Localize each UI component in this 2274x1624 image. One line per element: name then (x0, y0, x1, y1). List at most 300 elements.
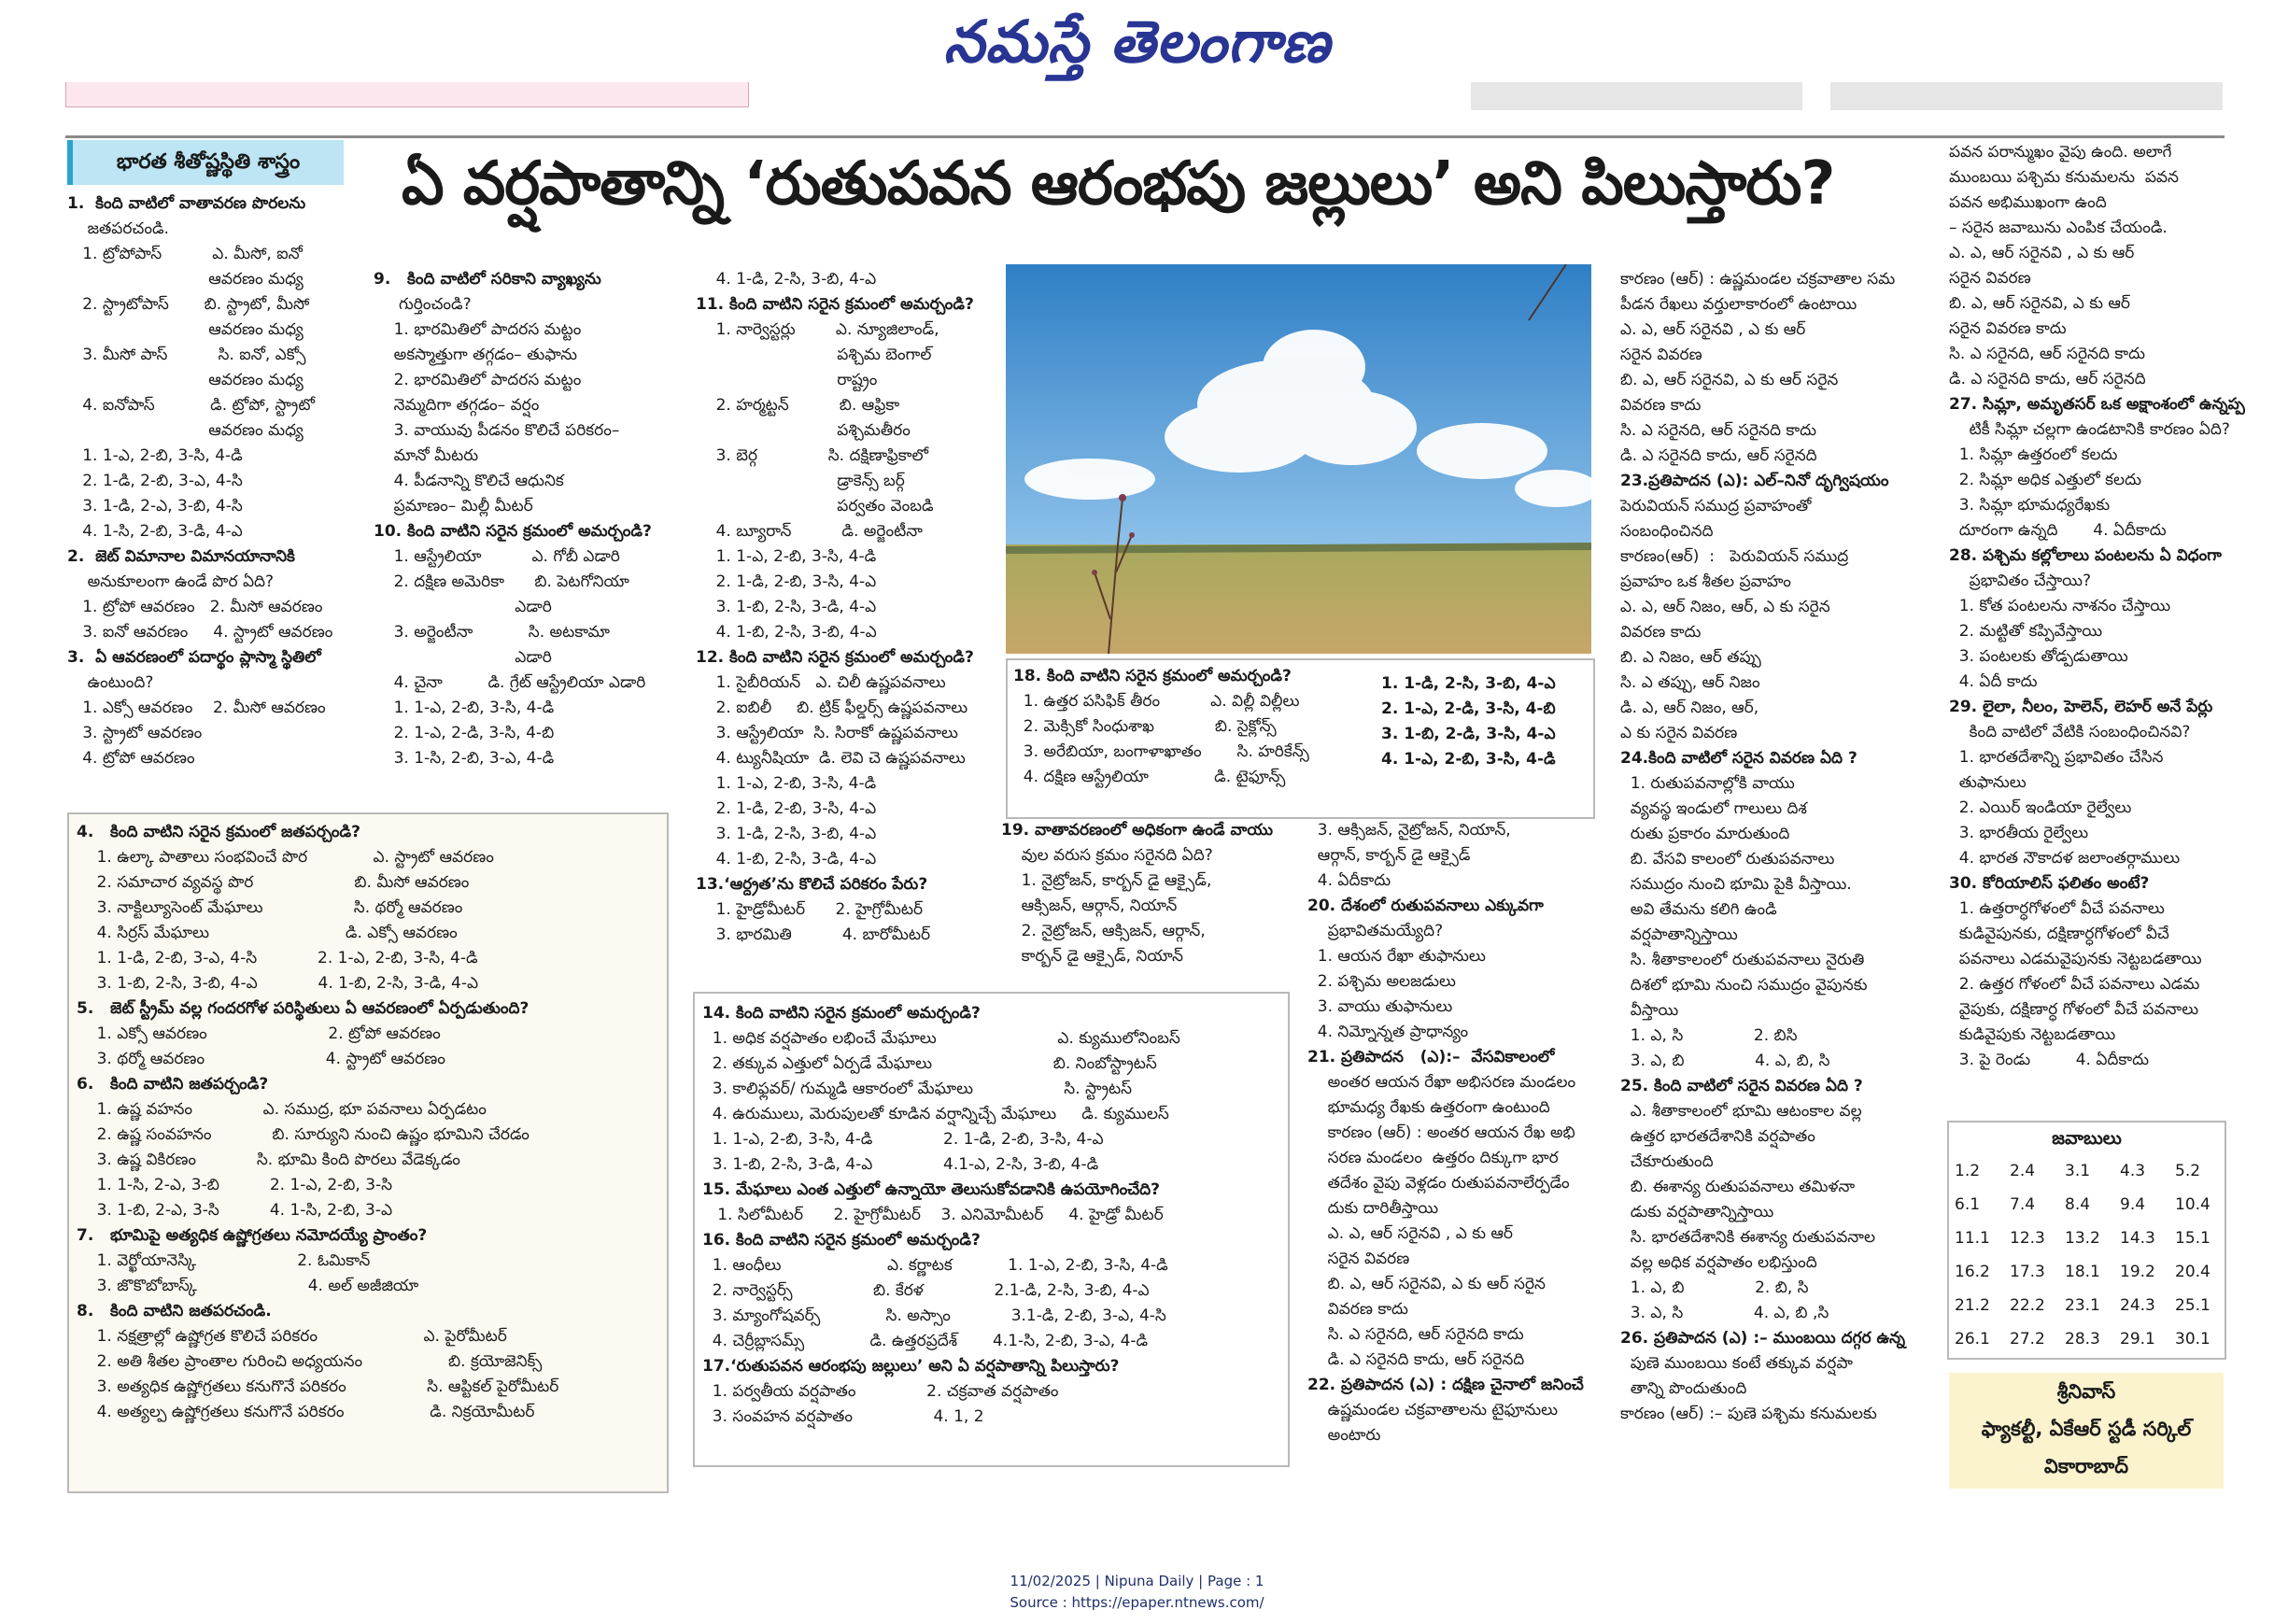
text-line: పశ్చిమ బెంగాల్ (696, 346, 932, 364)
text-line: అంతర ఆయన రేఖా అభిసరణ మండలం (1307, 1073, 1576, 1092)
answer-cell: 21.2 (1955, 1296, 1990, 1315)
text-line: 28. పశ్చిమ కల్లోలాలు పంటలను ఏ విధంగా (1949, 546, 2222, 565)
answer-cell: 7.4 (2010, 1195, 2036, 1214)
text-line: 1. కింది వాటిలో వాతావరణ పొరలను (67, 194, 306, 213)
text-line: 4. బ్యూరాన్ డి. అర్జెంటీనా (696, 522, 923, 541)
text-line: ప్రభావితమయ్యేది? (1307, 922, 1444, 940)
text-line: కుడివైపునకు, దక్షిణార్ధగోళంలో వీచే (1949, 925, 2169, 943)
quiz-box-c-text (1013, 664, 1309, 790)
text-line: 1. రుతుపవనాల్లోకి వాయు (1620, 774, 1795, 793)
text-line: 1. సైబీరియన్ ఎ. చిలీ ఉష్ణపవనాలు (696, 673, 946, 692)
text-line: 7. భూమిపై అత్యధిక ఉష్ణోగ్రతలు నమోదయ్యే ప్రాంతం? (77, 1226, 428, 1245)
text-line: కింది వాటిలో వేటికి సంబంధించినవి? (1949, 723, 2191, 741)
landscape-photo-image (1006, 264, 1591, 654)
text-line: 1. పర్వతీయ వర్షపాతం 2. చక్రవాత వర్షపాతం (702, 1382, 1059, 1401)
text-line: అంటారు (1307, 1426, 1381, 1445)
column-4a (1001, 818, 1291, 969)
text-line: 3. కాలిఫ్లవర్/ గుమ్మడి ఆకారంలో మేఘాలు సి. స్ట్రాటస్ (702, 1080, 1133, 1098)
text-line: 4. 1-ఎ, 2-బి, 3-సి, 4-డి (1381, 750, 1556, 769)
text-line: 3. అత్యధిక ఉష్ణోగ్రతలు కనుగొనే పరికరం సి. ఆప్టికల్ పైరోమీటర్ (77, 1377, 559, 1396)
text-line: నెమ్మదిగా తగ్గడం– వర్షం (374, 396, 540, 415)
text-line: 19. వాతావరణంలో అధికంగా ఉండే వాయు (1001, 821, 1274, 840)
text-line: 2. అతి శీతల ప్రాంతాల గురించి అధ్యయనం బి. క్రయోజెనిక్స్ (77, 1352, 543, 1371)
author-location: వికారాబాద్ (2043, 1455, 2129, 1477)
text-line: కారణం (ఆర్) :– పుణె పశ్చిమ కనుమలకు (1620, 1405, 1877, 1423)
text-line: టికీ సిమ్లా చల్లగా ఉండటానికి కారణం ఏది? (1949, 420, 2230, 439)
text-line: వ్యవస్థ ఇండులో గాలులు దిశ (1620, 799, 1807, 818)
text-line: 1. ఎ, బి 2. బి, సి (1620, 1278, 1809, 1297)
text-line: 3. స్ట్రాటో ఆవరణం (67, 724, 203, 742)
answer-row (1949, 1289, 2225, 1322)
text-line: 4. అత్యల్ప ఉష్ణోగ్రతలు కనుగొనే పరికరం డి. నిక్రయోమీటర్ (77, 1403, 535, 1421)
answer-cell: 29.1 (2120, 1330, 2155, 1349)
text-line: 26. ప్రతిపాదన (ఎ) :– ముంబయి దగ్గర ఉన్న (1620, 1329, 1906, 1348)
text-line: 3. 1-బి, 2-సి, 3-డి, 4-ఎ 4.1-ఎ, 2-సి, 3-బి, 4-డి (702, 1155, 1099, 1174)
text-line: వివరణ కాదు (1307, 1300, 1408, 1319)
text-line: 23.ప్రతిపాదన (ఎ): ఎల్–నినో దృగ్విషయం (1620, 472, 1889, 490)
text-line: 1. భారమితిలో పాదరస మట్టం (374, 320, 582, 339)
text-line: ఉత్తర భారతదేశానికి వర్షపాతం (1620, 1127, 1815, 1146)
text-line: 1. ట్రోపోపాస్ ఎ. మీసో, ఐనో (67, 245, 303, 263)
text-line: 3. భారతీయ రైల్వేలు (1949, 824, 2089, 842)
text-line: 1. ఉష్ణ వహనం ఎ. సముద్ర, భూ పవనాలు ఏర్పడటం (77, 1100, 487, 1119)
text-line: 3. అర్జెంటీనా సి. అటకామా (374, 623, 610, 642)
text-line: చేకూరుతుంది (1620, 1152, 1714, 1171)
answer-cell: 4.3 (2120, 1162, 2146, 1180)
text-line: 3. 1-డి, 2-ఎ, 3-బి, 4-సి (67, 497, 243, 515)
answer-cell: 16.2 (1955, 1263, 1990, 1281)
text-line: 3. 1-సి, 2-బి, 3-ఎ, 4-డి (374, 749, 555, 768)
text-line: 4. ట్యునీషియా డి. లెవి చె ఉష్ణపవనాలు (696, 749, 966, 768)
text-line: బి. వేసవి కాలంలో రుతుపవనాలు (1620, 850, 1835, 868)
text-line: ఆవరణం మధ్య (67, 320, 304, 339)
text-line: డ్రాకెన్స్ బర్గ్ (696, 472, 905, 490)
text-line: 1. అధిక వర్షపాతం లభించే మేఘాలు ఎ. క్యుములోనింబస్ (702, 1029, 1180, 1048)
column-4b (1307, 818, 1606, 1448)
text-line: సి. ఎ సరైనది, ఆర్ సరైనది కాదు (1949, 345, 2146, 363)
text-line: 1. హైడ్రోమీటర్ 2. హైగ్రోమీటర్ (696, 900, 924, 919)
answer-cell: 22.2 (2010, 1296, 2045, 1315)
text-line: 1. ఎ, సి 2. బిసి (1620, 1026, 1798, 1045)
page-footer (0, 1571, 2274, 1614)
column-5 (1620, 267, 1919, 1427)
text-line: వల్ల అధిక వర్షపాతం లభిస్తుంది (1620, 1253, 1817, 1272)
text-line: 16. కింది వాటిని సరైన క్రమంలో అమర్చండి? (702, 1231, 981, 1250)
text-line: సి. ఎ సరైనది, ఆర్ సరైనది కాదు (1620, 421, 1817, 440)
text-line: 4. పీడనాన్ని కొలిచే ఆధునిక (374, 472, 564, 490)
text-line: 27. సిమ్లా, అమృతసర్ ఒక అక్షాంశంలో ఉన్నప్ప (1949, 395, 2245, 414)
text-line: 3. ఆక్సిజన్, నైట్రోజన్, నియాన్, (1307, 821, 1511, 840)
text-line: ఎడారి (374, 598, 552, 616)
text-line: పుణె ముంబయి కంటే తక్కువ వర్షపా (1620, 1354, 1853, 1373)
text-line: 2. దక్షిణ అమెరికా బి. పెటగోనియా (374, 572, 629, 591)
text-line: దూరంగా ఉన్నది 4. ఏదీకాదు (1949, 521, 2167, 540)
author-affiliation: ఫ్యాకల్టీ, ఏకేఆర్ స్టడీ సర్కిల్ (1981, 1418, 2192, 1440)
text-line: 2. నార్వెస్టర్స్ బి. కేరళ 2.1-డి, 2-సి, 3-బి, 4-ఎ (702, 1281, 1150, 1300)
text-line: 1. నైట్రోజన్, కార్బన్ డై ఆక్సైడ్, (1001, 871, 1212, 890)
text-line: 3. 1-బి, 2-డి, 3-సి, 4-ఎ (1381, 725, 1556, 743)
text-line: 3. 1-డి, 2-సి, 3-బి, 4-ఎ (696, 825, 877, 843)
text-line: 3. వాయువు పీడనం కొలిచే పరికరం– (374, 421, 620, 440)
text-line: ఉంటుంది? (67, 673, 154, 692)
text-line: 2. నైట్రోజన్, ఆక్సిజన్, ఆర్గాన్, (1001, 922, 1206, 940)
text-line: 4. 1-బి, 2-సి, 3-డి, 4-ఎ (696, 850, 877, 868)
text-line: 1. ఉల్కా పాతాలు సంభవించే పొర ఎ. స్ట్రాటో ఆవరణం (77, 848, 494, 867)
text-line: సరైన వివరణ (1307, 1250, 1410, 1268)
text-line: 11. కింది వాటిని సరైన క్రమంలో అమర్చండి? (696, 295, 974, 314)
text-line: 13.‘ఆర్ద్రత’ను కొలిచే పరికరం పేరు? (696, 875, 928, 894)
text-line: 3. థర్మో ఆవరణం 4. స్ట్రాటో ఆవరణం (77, 1050, 445, 1068)
text-line: ఎ. ఎ, ఆర్ నిజం, ఆర్, ఎ కు సరైన (1620, 598, 1830, 616)
text-line: 1. ట్రోపో ఆవరణం 2. మీసో ఆవరణం (67, 598, 323, 616)
answer-cell: 13.2 (2065, 1229, 2100, 1248)
text-line: అకస్మాత్తుగా తగ్గడం– తుఫాను (374, 346, 578, 364)
text-line: అవి తేమను కలిగి ఉండి (1620, 900, 1777, 919)
text-line: డి. ఎ సరైనది కాదు, ఆర్ సరైనది (1620, 446, 1817, 465)
text-line: 8. కింది వాటిని జతపరచండి. (77, 1302, 272, 1320)
text-line: సి. ఎ తప్పు, ఆర్ నిజం (1620, 673, 1760, 692)
text-line: పవన అభిముఖంగా ఉంది (1949, 193, 2107, 212)
text-line: 12. కింది వాటిని సరైన క్రమంలో అమర్చండి? (696, 648, 974, 667)
text-line: 3. ఆస్ట్రేలియా సి. సిరాకో ఉష్ణపవనాలు (696, 724, 958, 742)
text-line: 20. దేశంలో రుతుపవనాలు ఎక్కువగా (1307, 897, 1544, 915)
answer-cell: 17.3 (2010, 1263, 2045, 1281)
text-line: 4. ఉరుములు, మెరుపులతో కూడిన వర్షాన్నిచ్చే మేఘాలు డి. క్యుములస్ (702, 1105, 1169, 1123)
text-line: 4. ఐనోపాస్ డి. ట్రోపో, స్ట్రాటో (67, 396, 315, 415)
text-line: రాష్ట్రం (696, 371, 878, 389)
answer-cell: 15.1 (2175, 1229, 2210, 1248)
text-line: ప్రమాణం– మిల్లీ మీటర్ (374, 497, 533, 515)
quiz-box-b-text (702, 1001, 1180, 1430)
text-line: 4. చెర్రీబ్లాసమ్స్ డి. ఉత్తరప్రదేశ్ 4.1-సి, 2-బి, 3-ఎ, 4-డి (702, 1332, 1149, 1350)
text-line: వర్షపాతాన్నిస్తాయి (1620, 925, 1738, 944)
text-line: 29. లైలా, నీలం, హెలెన్, లెహర్ అనే పేర్లు (1949, 698, 2213, 716)
text-line: 9. కింది వాటిలో సరికాని వ్యాఖ్యను (374, 270, 601, 289)
column-3 (696, 267, 995, 948)
quiz-box-b (693, 992, 1290, 1467)
text-line: కుడివైపుకు నెట్టబడతాయి (1949, 1025, 2116, 1044)
text-line: దిశలో భూమి నుంచి సముద్రం వైపునకు (1620, 976, 1868, 995)
text-line: 2. స్ట్రాటోపాస్ బి. స్ట్రాటో, మీసో (67, 295, 310, 314)
text-line: 4. 1-డి, 2-సి, 3-బి, 4-ఎ (696, 270, 877, 289)
text-line: ఎ. ఎ, ఆర్ సరైనవి , ఎ కు ఆర్ (1949, 244, 2135, 262)
headline: ఏ వర్షపాతాన్ని ‘రుతుపవన ఆరంభపు జల్లులు’ అని పిలుస్తారు? (402, 149, 1835, 219)
author-name: శ్రీనివాస్ (2056, 1380, 2116, 1403)
text-line: 3. ఎ, బి 4. ఎ, బి, సి (1620, 1052, 1830, 1070)
text-line: డి. ఎ సరైనది కాదు, ఆర్ సరైనది (1307, 1350, 1525, 1369)
text-line: సంబంధించినది (1620, 522, 1714, 541)
text-line: తుఫానులు (1949, 773, 2027, 792)
text-line: 4. చైనా డి. గ్రేట్ ఆస్ట్రేలియా ఎడారి (374, 673, 646, 692)
text-line: సరణ మండలం ఉత్తరం దిక్కుగా భార (1307, 1149, 1559, 1167)
text-line: 3. 1-బి, 2-సి, 3-డి, 4-ఎ (696, 598, 877, 616)
text-line: గుర్తించండి? (374, 295, 472, 314)
text-line: 4. 1-బి, 2-సి, 3-బి, 4-ఎ (696, 623, 877, 642)
text-line: వుల వరుస క్రమం సరైనది ఏది? (1001, 846, 1213, 865)
text-line: ఎ. ఎ, ఆర్ సరైనవి , ఎ కు ఆర్ (1620, 320, 1806, 339)
text-line: బి. ఈశాన్య రుతుపవనాలు తమిళనా (1620, 1178, 1856, 1196)
text-line: వీస్తాయి (1620, 1001, 1679, 1020)
answer-cell: 19.2 (2120, 1263, 2155, 1281)
text-line: 1. ఎక్సో ఆవరణం 2. మీసో ఆవరణం (67, 699, 326, 717)
text-line: 18. కింది వాటిని సరైన క్రమంలో అమర్చండి? (1013, 667, 1292, 685)
text-line: బి. ఎ నిజం, ఆర్ తప్పు (1620, 648, 1761, 667)
text-line: దుకు దారితీస్తాయి (1307, 1199, 1439, 1218)
text-line: 22. ప్రతిపాదన (ఎ) : దక్షిణ చైనాలో జనించే (1307, 1376, 1584, 1394)
text-line: వైపుకు, దక్షిణార్ధ గోళంలో వీచే పవనాలు (1949, 1000, 2199, 1019)
text-line: 4. ఏదీకాదు (1307, 871, 1391, 890)
quiz-box-a-text (77, 820, 558, 1425)
answer-row (1949, 1222, 2225, 1255)
text-line: 2. ఎయిర్ ఇండియా రైల్వేలు (1949, 798, 2132, 817)
answer-cell: 18.1 (2065, 1263, 2100, 1281)
answer-cell: 25.1 (2175, 1296, 2210, 1315)
text-line: ఆవరణం మధ్య (67, 270, 304, 289)
quiz-box-c-options (1381, 671, 1556, 772)
answer-row (1949, 1188, 2225, 1222)
text-line: 1. ఉత్తరార్ధగోళంలో వీచే పవనాలు (1949, 899, 2165, 918)
text-line: – సరైన జవాబును ఎంపిక చేయండి. (1949, 219, 2168, 237)
column-1 (67, 191, 375, 771)
text-line: కారణం (ఆర్) : ఉష్ణమండల చక్రవాతాల సమ (1620, 270, 1896, 289)
answer-key-table (1949, 1154, 2225, 1356)
text-line: 2. 1-ఎ, 2-డి, 3-సి, 4-బి (374, 724, 555, 742)
text-line: 6. కింది వాటిని జతపర్చండి? (77, 1075, 269, 1094)
answer-key-box (1947, 1121, 2226, 1360)
text-line: 1. ఆస్ట్రేలియా ఎ. గోబీ ఎడారి (374, 547, 620, 566)
text-line: 3. మ్యాంగోషవర్స్ సి. అస్సాం 3.1-డి, 2-బి, 3-ఎ, 4-సి (702, 1306, 1166, 1325)
text-line: 2. ఉష్ణ సంవహనం బి. సూర్యుని నుంచి ఉష్ణం భూమిని చేరడం (77, 1125, 530, 1144)
text-line: 3. పై రెండు 4. ఏదీకాదు (1949, 1051, 2150, 1069)
answer-cell: 27.2 (2010, 1330, 2045, 1349)
text-line: డి. ఎ, ఆర్ నిజం, ఆర్, (1620, 699, 1759, 717)
text-line: 1. 1-సి, 2-ఎ, 3-బి 2. 1-ఎ, 2-బి, 3-సి (77, 1176, 393, 1194)
text-line: 3. బెర్గ సి. దక్షిణాఫ్రికాలో (696, 446, 928, 465)
text-line: సరైన వివరణ కాదు (1949, 319, 2067, 338)
quiz-box-a (67, 812, 669, 1493)
text-line: ప్రవాహం ఒక శీతల ప్రవాహం (1620, 572, 1791, 591)
answer-cell: 26.1 (1955, 1330, 1990, 1349)
text-line: 1. 1-ఎ, 2-బి, 3-సి, 4-డి (374, 699, 555, 717)
landscape-photo (1006, 264, 1591, 654)
answer-cell: 10.4 (2175, 1195, 2210, 1214)
text-line: సరైన వివరణ (1620, 346, 1702, 364)
answer-cell: 11.1 (1955, 1229, 1990, 1248)
text-line: వివరణ కాదు (1620, 396, 1702, 415)
text-line: 1. కోత పంటలను నాశనం చేస్తాయి (1949, 597, 2171, 615)
text-line: 1. 1-ఎ, 2-బి, 3-సి, 4-డి (67, 446, 243, 465)
answer-cell: 28.3 (2065, 1330, 2100, 1349)
text-line: 1. 1-డి, 2-సి, 3-బి, 4-ఎ (1381, 674, 1556, 693)
text-line: 4. నిమ్నోన్నత ప్రాధాన్యం (1307, 1023, 1469, 1041)
text-line: 1. ఆయన రేఖా తుఫానులు (1307, 947, 1486, 966)
text-line: పీడన రేఖలు వర్తులాకారంలో ఉంటాయి (1620, 295, 1857, 314)
text-line: 3. 1-బి, 2-ఎ, 3-సి 4. 1-సి, 2-బి, 3-ఎ (77, 1201, 393, 1220)
text-line: 1. భారతదేశాన్ని ప్రభావితం చేసిన (1949, 748, 2164, 767)
header-rule (65, 135, 2225, 138)
answer-cell: 9.4 (2120, 1195, 2146, 1214)
text-line: 2. తక్కువ ఎత్తులో ఏర్పడే మేఘాలు బి. నింబోస్ట్రాటస్ (702, 1054, 1157, 1073)
text-line: 3. వాయు తుఫానులు (1307, 997, 1453, 1016)
answer-key-title: జవాబులు (2052, 1128, 2122, 1149)
text-line: 30. కోరియాలిస్ ఫలితం అంటే? (1949, 874, 2150, 893)
ad-strip (1471, 82, 1802, 110)
answer-cell: 1.2 (1955, 1162, 1981, 1180)
section-label: భారత శీతోష్ణస్థితి శాస్త్రం (67, 140, 344, 185)
text-line: సి. భారతదేశానికి ఈశాన్య రుతుపవనాల (1620, 1228, 1876, 1247)
text-line: 4. దక్షిణ ఆస్ట్రేలియా డి. టైఫూన్స్ (1013, 768, 1286, 786)
text-line: రుతు ప్రకారం మారుతుంది (1620, 825, 1790, 843)
answer-row (1949, 1255, 2225, 1289)
text-line: 3. భారమితి 4. బారోమీటర్ (696, 925, 931, 944)
text-line: ఉష్ణమండల చక్రవాతాలను టైఫూనులు (1307, 1401, 1559, 1419)
text-line: 1. నార్వెస్టర్లు ఎ. న్యూజిలాండ్, (696, 320, 939, 339)
text-line: బి. ఎ, ఆర్ సరైనవి, ఎ కు ఆర్ సరైన (1620, 371, 1839, 389)
answer-cell: 3.1 (2065, 1162, 2091, 1180)
text-line: 3. సంవహన వర్షపాతం 4. 1, 2 (702, 1407, 984, 1426)
answer-cell: 30.1 (2175, 1330, 2210, 1349)
text-line: 2. జెట్ విమానాల విమానయానానికి (67, 547, 295, 566)
text-line: 17.‘రుతుపవన ఆరంభపు జల్లులు’ అని ఏ వర్షపాతాన్ని పిలుస్తారు? (702, 1357, 1120, 1376)
text-line: 2. సమాచార వ్యవస్థ పొర బి. మీసో ఆవరణం (77, 873, 470, 892)
quiz-box-c (1006, 658, 1595, 819)
text-line: 3. 1-బి, 2-సి, 3-బి, 4-ఎ 4. 1-బి, 2-సి, 3-డి, 4-ఎ (77, 974, 479, 993)
text-line: 4. 1-సి, 2-బి, 3-డి, 4-ఎ (67, 522, 243, 541)
footer-source-line: Source : https://epaper.ntnews.com/ (1010, 1594, 1264, 1611)
text-line: 4. భారత నౌకాదళ జలాంతర్గాములు (1949, 849, 2181, 868)
text-line: పవన పరాన్ముఖం వైపు ఉంది. అలాగే (1949, 143, 2172, 162)
footer-date-line: 11/02/2025 | Nipuna Daily | Page : 1 (1010, 1573, 1264, 1589)
author-byline (1949, 1373, 2224, 1489)
text-line: ఎ కు సరైన వివరణ (1620, 724, 1738, 742)
text-line: 3. మీసో పాస్ సి. ఐనో, ఎక్సో (67, 346, 306, 364)
text-line: సరైన వివరణ (1949, 269, 2031, 288)
text-line: జతపరచండి. (67, 219, 169, 238)
text-line: 14. కింది వాటిని సరైన క్రమంలో అమర్చండి? (702, 1004, 981, 1023)
answer-row (1949, 1322, 2225, 1356)
text-line: 25. కింది వాటిలో సరైన వివరణ ఏది ? (1620, 1077, 1863, 1095)
text-line: 1. సిమ్లా ఉత్తరంలో కలదు (1949, 445, 2118, 464)
text-line: ప్రభావితం చేస్తాయి? (1949, 572, 2092, 590)
text-line: 1. వెర్ఖోయానెస్కి 2. ఓమికాన్ (77, 1251, 371, 1270)
answer-cell: 14.3 (2120, 1229, 2155, 1248)
text-line: 2. 1-ఎ, 2-డి, 3-సి, 4-బి (1381, 699, 1556, 718)
text-line: 3. ఐనో ఆవరణం 4. స్ట్రాటో ఆవరణం (67, 623, 333, 642)
text-line: 24.కింది వాటిలో సరైన వివరణ ఏది ? (1620, 749, 1857, 768)
text-line: కార్బన్ డై ఆక్సైడ్, నియాన్ (1001, 947, 1183, 966)
column-2 (374, 267, 682, 771)
text-line: 2. భారమితిలో పాదరస మట్టం (374, 371, 582, 389)
text-line: 1. ఉత్తర పసిఫిక్ తీరం ఎ. విల్లీ విల్లీలు (1013, 692, 1300, 711)
text-line: 1. నక్షత్రాల్లో ఉష్ణోగ్రత కొలిచే పరికరం ఎ. పైరోమీటర్ (77, 1327, 507, 1346)
text-line: 15. మేఘాలు ఎంత ఎత్తులో ఉన్నాయో తెలుసుకోవడానికి ఉపయోగించేది? (702, 1180, 1161, 1199)
text-line: 1. 1-డి, 2-బి, 3-ఎ, 4-సి 2. 1-ఎ, 2-బి, 3-సి, 4-డి (77, 949, 478, 967)
text-line: 1. సిలోమీటర్ 2. హైగ్రోమీటర్ 3. ఎనిమోమీటర్ 4. హైడ్రో మీటర్ (702, 1206, 1164, 1224)
text-line: 3. పంటలకు తోడ్పడుతాయి (1949, 647, 2128, 666)
text-line: ముంబయి పశ్చిమ కనుమలను పవన (1949, 168, 2179, 187)
text-line: 1. 1-ఎ, 2-బి, 3-సి, 4-డి (696, 547, 877, 566)
text-line: 10. కింది వాటిని సరైన క్రమంలో అమర్చండి? (374, 522, 652, 541)
answer-cell: 23.1 (2065, 1296, 2100, 1315)
text-line: డి. ఎ సరైనది కాదు, ఆర్ సరైనది (1949, 370, 2146, 388)
text-line: పశ్చిమతీరం (696, 421, 911, 440)
answer-cell: 24.3 (2120, 1296, 2155, 1315)
text-line: 4. ఏదీ కాదు (1949, 672, 2038, 691)
answer-cell: 6.1 (1955, 1195, 1981, 1214)
text-line: ఆర్గాన్, కార్బన్ డై ఆక్సైడ్ (1307, 846, 1471, 865)
answer-cell: 2.4 (2010, 1162, 2036, 1180)
answer-row (1949, 1154, 2225, 1188)
text-line: 1. ఎక్సో ఆవరణం 2. ట్రోపో ఆవరణం (77, 1024, 441, 1043)
masthead-logo: నమస్తే తెలంగాణ (943, 7, 1331, 76)
text-line: 4. సిర్రస్ మేఘాలు డి. ఎక్సో ఆవరణం (77, 924, 458, 942)
text-line: 2. 1-డి, 2-బి, 3-సి, 4-ఎ (696, 572, 877, 591)
text-line: 2. 1-డి, 2-బి, 3-ఎ, 4-సి (67, 472, 243, 490)
text-line: ఎ. శీతాకాలంలో భూమి ఆటంకాల వల్ల (1620, 1102, 1862, 1121)
text-line: 3. ఉష్ణ వికిరణం సి. భూమి కింది పొరలు వేడెక్కడం (77, 1151, 460, 1169)
text-line: తదేశం వైపు వెళ్లడం రుతుపవనాలేర్పడేం (1307, 1174, 1570, 1193)
text-line: ఆవరణం మధ్య (67, 371, 304, 389)
text-line: 3. సిమ్లా భూమధ్యరేఖకు (1949, 496, 2111, 515)
text-line: పెరువియన్ సముద్ర ప్రవాహంతో (1620, 497, 1812, 515)
text-line: మానో మీటరు (374, 446, 479, 465)
text-line: 5. జెట్ స్ట్రీమ్ వల్ల గందరగోళ పరిస్థితులు ఏ ఆవరణంలో ఏర్పడుతుంది? (77, 999, 530, 1018)
text-line: 3. నాక్టిల్యూసెంట్ మేఘాలు సి. థర్మో ఆవరణం (77, 898, 463, 917)
text-line: సి. శీతాకాలంలో రుతుపవనాలు నైరుతి (1620, 951, 1865, 969)
text-line: భూమధ్య రేఖకు ఉత్తరంగా ఉంటుంది (1307, 1098, 1550, 1117)
text-line: 1. 1-ఎ, 2-బి, 3-సి, 4-డి (696, 774, 877, 793)
text-line: 3. అరేబియా, బంగాళాఖాతం సి. హరికేన్స్ (1013, 742, 1309, 761)
text-line: 4. కింది వాటిని సరైన క్రమంలో జతపర్చండి? (77, 823, 360, 841)
text-line: 2. మెక్సికో సింధుశాఖ బి. సైక్లోన్స్ (1013, 717, 1277, 736)
text-line: 2. హర్మట్టన్ బి. ఆఫ్రికా (696, 396, 900, 415)
text-line: 3. ఏ ఆవరణంలో పదార్థం ప్లాస్మా స్థితిలో (67, 648, 321, 667)
answer-cell: 5.2 (2175, 1162, 2201, 1180)
text-line: అనుకూలంగా ఉండే పొర ఏది? (67, 572, 275, 591)
text-line: 2. 1-డి, 2-బి, 3-సి, 4-ఎ (696, 799, 877, 818)
text-line: ఎ. ఎ, ఆర్ సరైనవి , ఎ కు ఆర్ (1307, 1224, 1513, 1243)
text-line: కారణం(ఆర్) : పెరువియన్ సముద్ర (1620, 547, 1849, 566)
text-line: 2. ఐబిలీ బి. ట్రిక్ ఫీల్డర్స్ ఉష్ణపవనాలు (696, 699, 968, 717)
text-line: డుకు వర్షపాతాన్నిస్తాయి (1620, 1203, 1774, 1222)
text-line: 1. ఆంధీలు ఎ. కర్ణాటక 1. 1-ఎ, 2-బి, 3-సి, 4-డి (702, 1256, 1168, 1275)
text-line: పర్వతం వెంబడి (696, 497, 934, 515)
text-line: ఆక్సిజన్, ఆర్గాన్, నియాన్ (1001, 897, 1178, 915)
ad-strip (65, 82, 749, 107)
text-line: 21. ప్రతిపాదన (ఎ):– వేసవికాలంలో (1307, 1048, 1555, 1066)
text-line: బి. ఎ, ఆర్ సరైనవి, ఎ కు ఆర్ (1949, 294, 2131, 313)
column-6 (1949, 140, 2245, 1073)
text-line: సి. ఎ సరైనది, ఆర్ సరైనది కాదు (1307, 1325, 1524, 1344)
text-line: బి. ఎ, ఆర్ సరైనవి, ఎ కు ఆర్ సరైన (1307, 1275, 1546, 1293)
text-line: 2. మట్టితో కప్పివేస్తాయి (1949, 622, 2103, 641)
text-line: 2. పశ్చిమ అలజడులు (1307, 972, 1456, 991)
text-line: ఆవరణం మధ్య (67, 421, 304, 440)
text-line: 3. జొకొబోబాస్క్ 4. అల్ అజీజియా (77, 1277, 419, 1295)
text-line: 2. సిమ్లా అధిక ఎత్తులో కలదు (1949, 471, 2141, 489)
ad-strip (1830, 82, 2223, 110)
answer-cell: 8.4 (2065, 1195, 2091, 1214)
text-line: 4. ట్రోపో ఆవరణం (67, 749, 195, 768)
text-line: వివరణ కాదు (1620, 623, 1702, 642)
text-line: తాన్ని పొందుతుంది (1620, 1379, 1747, 1398)
text-line: సముద్రం నుంచి భూమి పైకి వీస్తాయి. (1620, 875, 1852, 894)
text-line: 1. 1-ఎ, 2-బి, 3-సి, 4-డి 2. 1-డి, 2-బి, 3-సి, 4-ఎ (702, 1130, 1104, 1149)
text-line: 2. ఉత్తర గోళంలో వీచే పవనాలు ఎడమ (1949, 975, 2200, 994)
answer-cell: 20.4 (2175, 1263, 2210, 1281)
text-line: ఎడారి (374, 648, 552, 667)
text-line: 3. ఎ, సి 4. ఎ, బి ,సి (1620, 1304, 1829, 1322)
